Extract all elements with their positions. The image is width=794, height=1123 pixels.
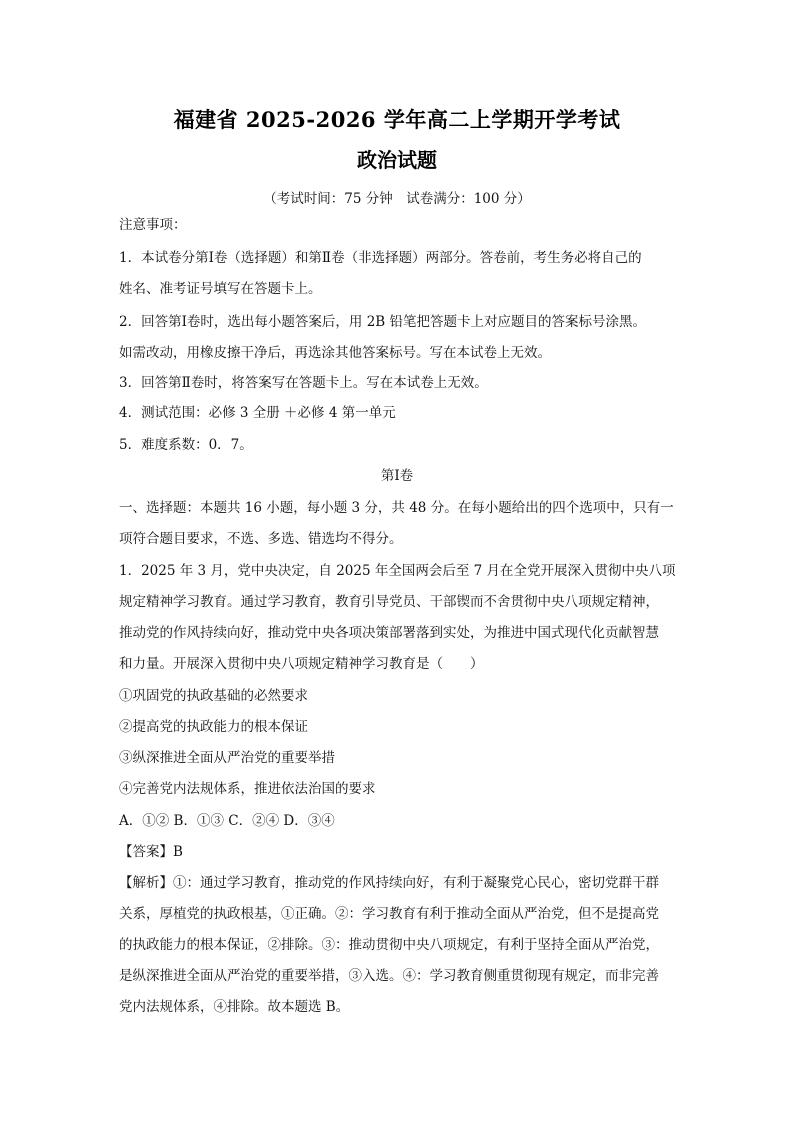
statement-item: ③纵深推进全面从严治党的重要举措 (119, 750, 335, 766)
analysis-line: 党内法规体系，④排除。故本题选 B。 (119, 999, 350, 1015)
statement-item: ④完善党内法规体系，推进依法治国的要求 (119, 781, 376, 797)
question-stem-line: 规定精神学习教育。通过学习教育，教育引导党员、干部锲而不舍贯彻中央八项规定精神， (119, 594, 659, 610)
exam-title: 福建省 2025-2026 学年高二上学期开学考试 (173, 107, 621, 132)
notes-heading: 注意事项： (119, 217, 187, 233)
section-instruction: 一、选择题：本题共 16 小题，每小题 3 分，共 48 分。在每小题给出的四个选项中，只有一 (119, 500, 674, 516)
note-line: 4．测试范围：必修 3 全册 ＋必修 4 第一单元 (119, 405, 396, 421)
analysis-line: 关系，厚植党的执政根基，①正确。②：学习教育有利于推动全面从严治党，但不是提高党 (119, 906, 659, 922)
note-line: 1．本试卷分第Ⅰ卷（选择题）和第Ⅱ卷（非选择题）两部分。答卷前，考生务必将自己的 (119, 250, 642, 266)
analysis-line: 的执政能力的根本保证，②排除。③：推动贯彻中央八项规定，有利于坚持全面从严治党， (119, 937, 659, 953)
note-line: 姓名、准考证号填写在答题卡上。 (119, 281, 322, 297)
statement-item: ②提高党的执政能力的根本保证 (119, 719, 308, 735)
question-stem-line: 推动党的作风持续向好，推动党中央各项决策部署落到实处，为推进中国式现代化贡献智慧 (119, 625, 659, 641)
statement-item: ①巩固党的执政基础的必然要求 (119, 688, 308, 704)
question-stem-line: 和力量。开展深入贯彻中央八项规定精神学习教育是（ ） (119, 656, 484, 672)
note-line: 5．难度系数：0．7。 (119, 437, 253, 453)
exam-info: （考试时间：75 分钟 试卷满分：100 分） (263, 191, 531, 207)
subject-title: 政治试题 (357, 148, 437, 172)
answer-key: 【答案】B (119, 844, 183, 860)
analysis-line: 是纵深推进全面从严治党的重要举措，③入选。④：学习教育侧重贯彻现有规定，而非完善 (119, 968, 659, 984)
section-label: 第Ⅰ卷 (380, 468, 414, 484)
section-instruction: 项符合题目要求，不选、多选、错选均不得分。 (119, 531, 403, 547)
answer-options: A．①② B．①③ C．②④ D．③④ (119, 813, 335, 829)
note-line: 3．回答第Ⅱ卷时，将答案写在答题卡上。写在本试卷上无效。 (119, 375, 488, 391)
note-line: 如需改动，用橡皮擦干净后，再选涂其他答案标号。写在本试卷上无效。 (119, 345, 551, 361)
note-line: 2．回答第Ⅰ卷时，选出每小题答案后，用 2B 铅笔把答题卡上对应题目的答案标号涂黑。 (119, 314, 647, 330)
analysis-line: 【解析】①：通过学习教育，推动党的作风持续向好，有利于凝聚党心民心，密切党群干群 (119, 875, 659, 891)
question-stem-line: 1．2025 年 3 月，党中央决定，自 2025 年全国两会后至 7 月在全党开展深入贯彻中央八项 (119, 563, 676, 579)
